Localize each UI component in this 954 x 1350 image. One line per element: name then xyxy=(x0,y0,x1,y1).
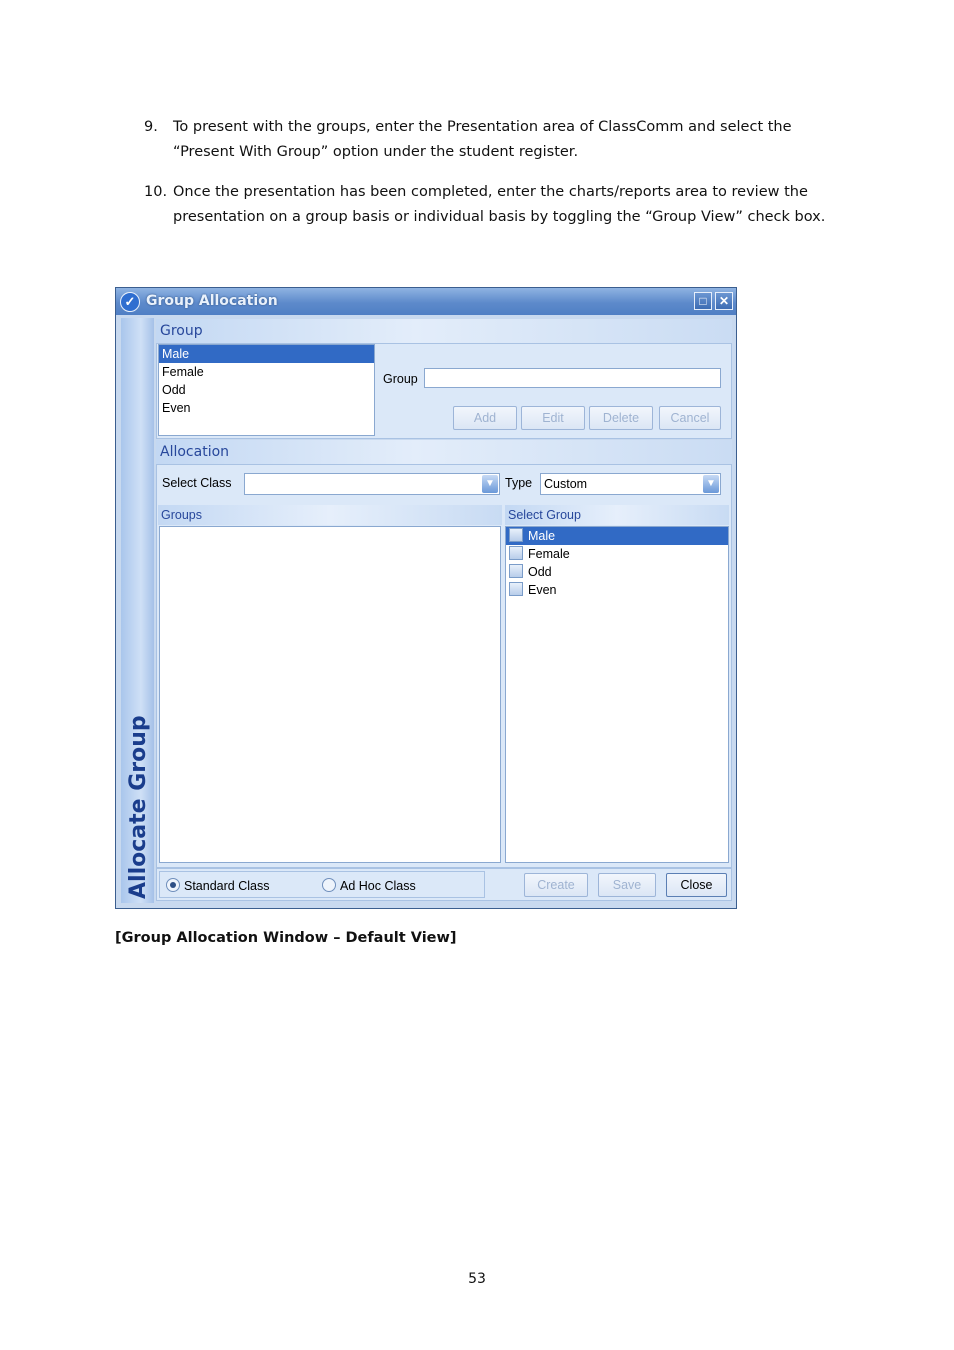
list-item[interactable]: Odd xyxy=(506,563,728,581)
checkbox-icon[interactable] xyxy=(509,546,523,560)
group-list[interactable] xyxy=(158,344,375,436)
checkbox-icon[interactable] xyxy=(509,564,523,578)
chevron-down-icon[interactable]: ▼ xyxy=(482,475,498,493)
list-item[interactable]: Male xyxy=(506,527,728,545)
window-title: Group Allocation xyxy=(146,293,278,309)
group-field-label: Group xyxy=(383,372,418,386)
class-type-radio-group xyxy=(159,871,485,898)
radio-icon[interactable] xyxy=(322,878,336,892)
radio-icon[interactable] xyxy=(166,878,180,892)
type-label: Type xyxy=(505,476,533,490)
type-dropdown[interactable] xyxy=(540,473,721,495)
sidebar-label: Allocate Group xyxy=(126,715,151,899)
save-button[interactable]: Save xyxy=(598,873,656,897)
cancel-button[interactable]: Cancel xyxy=(659,406,721,430)
edit-button[interactable]: Edit xyxy=(521,406,585,430)
app-check-icon: ✓ xyxy=(120,292,140,312)
select-group-list[interactable] xyxy=(505,526,729,863)
figure-caption: [Group Allocation Window – Default View] xyxy=(115,930,457,946)
list-item[interactable]: Even xyxy=(506,581,728,599)
checkbox-icon[interactable] xyxy=(509,582,523,596)
step-number: 10. xyxy=(144,184,168,200)
select-class-label: Select Class xyxy=(162,476,232,490)
chevron-down-icon[interactable]: ▼ xyxy=(703,475,719,493)
group-allocation-window xyxy=(115,287,737,909)
step-text: Once the presentation has been completed, enter the charts/reports area to review the presentation on a group basis or individual basis by toggling the “Group View” check box. xyxy=(173,184,826,225)
groups-list[interactable] xyxy=(159,526,501,863)
type-value: Custom xyxy=(544,477,588,491)
allocation-panel xyxy=(156,464,732,868)
close-icon[interactable]: ✕ xyxy=(715,292,733,310)
footer-panel xyxy=(156,868,732,901)
group-panel-header: Group xyxy=(156,319,732,343)
groups-header: Groups xyxy=(158,505,502,525)
standard-class-radio[interactable]: Standard Class xyxy=(166,878,269,893)
list-item[interactable]: Odd xyxy=(162,383,186,397)
select-group-header: Select Group xyxy=(505,505,729,525)
select-class-dropdown[interactable] xyxy=(244,473,500,495)
list-item[interactable]: Even xyxy=(162,401,191,415)
maximize-icon[interactable]: □ xyxy=(694,292,712,310)
step-text: To present with the groups, enter the Presentation area of ClassComm and select the “Present With Group” option under the student register. xyxy=(173,119,792,160)
create-button[interactable]: Create xyxy=(524,873,588,897)
list-item[interactable]: Male xyxy=(159,345,374,363)
adhoc-class-radio[interactable]: Ad Hoc Class xyxy=(322,878,416,893)
group-panel xyxy=(156,343,732,439)
title-bar xyxy=(116,288,736,315)
page-number: 53 xyxy=(468,1271,486,1287)
allocation-panel-header: Allocation xyxy=(156,440,732,464)
list-item[interactable]: Female xyxy=(162,365,204,379)
group-name-input[interactable] xyxy=(424,368,721,388)
list-item[interactable]: Female xyxy=(506,545,728,563)
delete-button[interactable]: Delete xyxy=(589,406,653,430)
checkbox-icon[interactable] xyxy=(509,528,523,542)
add-button[interactable]: Add xyxy=(453,406,517,430)
step-number: 9. xyxy=(144,119,158,135)
close-button[interactable]: Close xyxy=(666,873,727,897)
sidebar xyxy=(121,318,154,903)
